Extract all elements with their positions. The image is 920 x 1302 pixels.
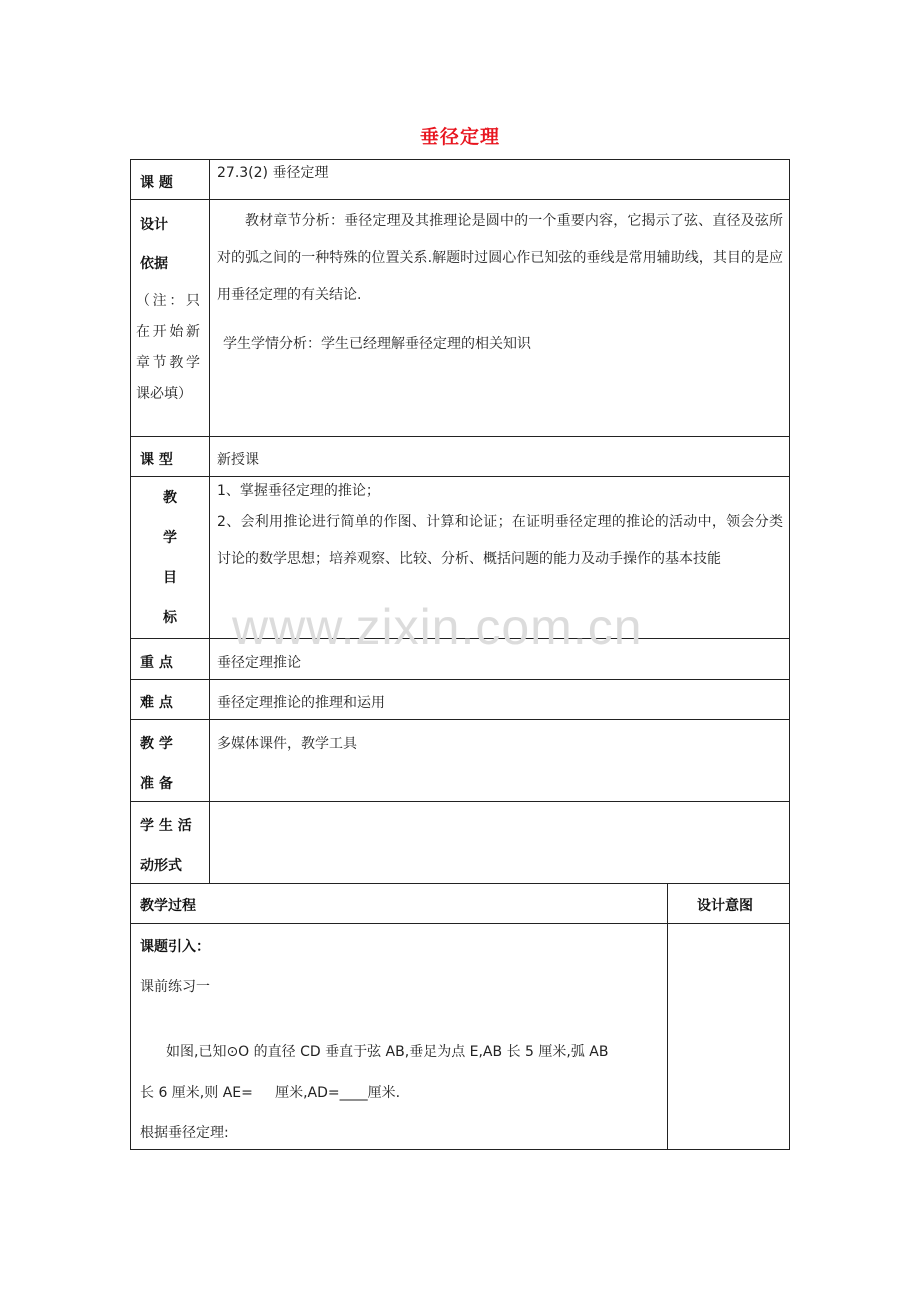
basis-label-1: 设计: [140, 217, 168, 233]
row-divider: [130, 638, 790, 639]
theorem-basis-label: 根据垂径定理:: [140, 1125, 229, 1141]
row-divider: [130, 719, 790, 720]
goal-item-1: 1、掌握垂径定理的推论；: [217, 483, 380, 499]
activity-label-2: 动形式: [140, 858, 182, 874]
row-divider: [130, 436, 790, 437]
problem-line-1: 如图,已知⊙O 的直径 CD 垂直于弦 AB,垂足为点 E,AB 长 5 厘米,弧 AB: [166, 1044, 609, 1060]
process-header: 教学过程: [140, 898, 196, 914]
goals-label-char: 目: [163, 570, 177, 586]
basis-student-paragraph: 学生学情分析：学生已经理解垂径定理的相关知识: [223, 336, 531, 352]
row-divider: [130, 883, 790, 884]
activity-label-1: 学 生 活: [140, 818, 192, 834]
prep-label-2: 准 备: [140, 776, 173, 792]
type-value: 新授课: [217, 452, 259, 468]
row-divider: [130, 923, 790, 924]
goals-label-char: 学: [163, 530, 177, 546]
problem-line-2: 长 6 厘米,则 AE= 厘米,AD=____厘米.: [140, 1085, 401, 1101]
design-intent-header: 设计意图: [697, 898, 753, 914]
basis-analysis-paragraph: 教材章节分析：垂径定理及其推理论是圆中的一个重要内容，它揭示了弦、直径及弦所对的弧之间的一种特殊的位置关系.解题时过圆心作已知弦的垂线是常用辅助线，其目的是应用垂径定理的有关结论.: [217, 213, 783, 303]
goal-item-2: 2、会利用推论进行简单的作图、计算和论证；在证明垂径定理的推论的活动中，领会分类讨论的数学思想；培养观察、比较、分析、概括问题的能力及动手操作的基本技能: [217, 514, 783, 567]
goals-label-char: 教: [163, 490, 177, 506]
row-divider: [130, 801, 790, 802]
row-divider: [130, 199, 790, 200]
column-divider: [209, 159, 210, 883]
key-value: 垂径定理推论: [217, 655, 301, 671]
basis-note: （注：只在开始新章节教学课必填）: [136, 293, 200, 402]
prep-label-1: 教 学: [140, 736, 173, 752]
difficulty-value: 垂径定理推论的推理和运用: [217, 695, 385, 711]
row-divider: [130, 476, 790, 477]
type-label: 课 型: [140, 452, 173, 468]
intro-label: 课题引入：: [140, 939, 210, 955]
exercise-label: 课前练习一: [140, 979, 210, 995]
row-divider: [130, 679, 790, 680]
difficulty-label: 难 点: [140, 695, 173, 711]
goals-label-char: 标: [163, 610, 177, 626]
basis-label-2: 依据: [140, 256, 168, 272]
prep-value: 多媒体课件，教学工具: [217, 736, 357, 752]
key-label: 重 点: [140, 655, 173, 671]
watermark: www.zixin.com.cn: [232, 599, 643, 655]
topic-label: 课 题: [140, 175, 173, 191]
topic-value: 27.3(2) 垂径定理: [217, 165, 329, 181]
document-title: 垂径定理: [419, 126, 500, 148]
column-divider: [667, 883, 668, 1150]
